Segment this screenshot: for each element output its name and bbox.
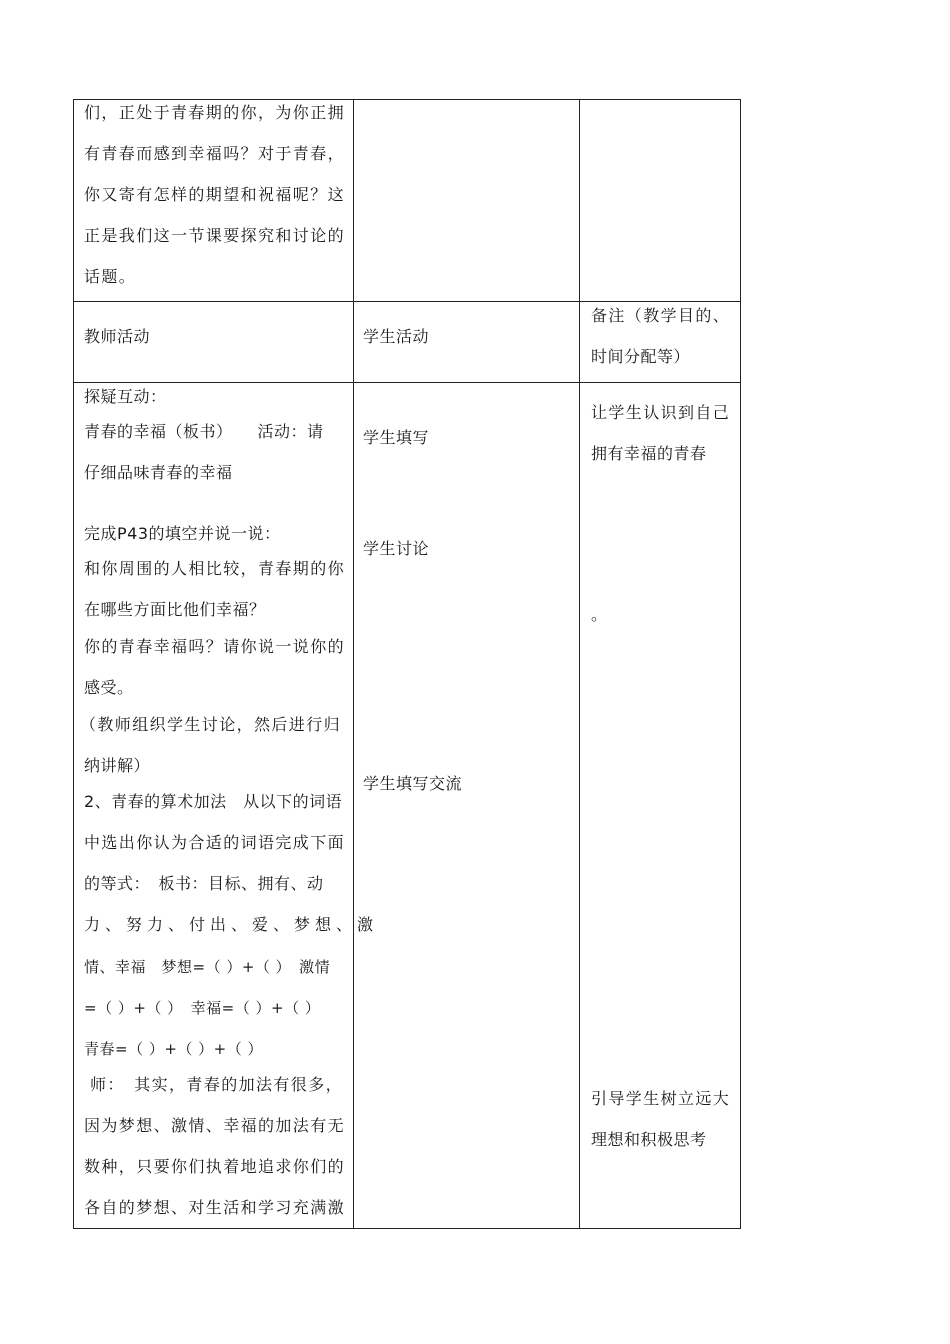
lesson-plan-table — [73, 99, 741, 1229]
note-goal: 让学生认识到自己 — [591, 403, 731, 422]
teacher-line: 完成P43的填空并说一说： — [84, 524, 281, 543]
teacher-line: 2、青春的算术加法 从以下的词语 — [84, 792, 343, 811]
teacher-line: 仔细品味青春的幸福 — [84, 463, 233, 482]
intro-line: 正是我们这一节课要探究和讨论的 — [84, 226, 346, 245]
teacher-line: 各自的梦想、对生活和学习充满激 — [84, 1198, 346, 1217]
teacher-line: 在哪些方面比他们幸福？ — [84, 600, 266, 619]
teacher-line: 的等式： 板书：目标、拥有、动 — [84, 874, 324, 893]
column-divider — [579, 100, 580, 1228]
student-activity-fill-exchange: 学生填写交流 — [363, 774, 463, 793]
header-notes: 时间分配等） — [591, 347, 691, 366]
column-divider — [353, 100, 354, 1228]
teacher-line: =（ ）+（ ） 幸福=（ ）+（ ） — [84, 999, 321, 1017]
student-activity-discuss: 学生讨论 — [363, 539, 430, 558]
teacher-line: 感受。 — [84, 678, 134, 697]
teacher-line: 情、幸福 梦想=（ ）+（ ） 激情 — [84, 958, 331, 976]
header-notes: 备注（教学目的、 — [591, 306, 731, 325]
teacher-line: 你的青春幸福吗？请你说一说你的 — [84, 637, 346, 656]
teacher-line: 纳讲解） — [84, 756, 151, 775]
teacher-line: 力、努力、付出、爱、梦想、激 — [84, 915, 379, 934]
teacher-line: 青春=（ ）+（ ）+（ ） — [84, 1040, 264, 1058]
row-divider — [74, 301, 740, 302]
note-dot: 。 — [591, 605, 608, 624]
teacher-line: 师： 其实，青春的加法有很多， — [90, 1075, 344, 1094]
teacher-line: 探疑互动： — [84, 387, 167, 406]
student-activity-fill: 学生填写 — [363, 428, 430, 447]
note-goal: 引导学生树立远大 — [591, 1089, 731, 1108]
intro-line: 你又寄有怎样的期望和祝福呢？这 — [84, 185, 346, 204]
teacher-line: 因为梦想、激情、幸福的加法有无 — [84, 1116, 346, 1135]
note-goal: 理想和积极思考 — [591, 1130, 707, 1149]
intro-line: 有青春而感到幸福吗？对于青春， — [84, 144, 346, 163]
intro-line: 们，正处于青春期的你，为你正拥 — [84, 103, 346, 122]
header-teacher-activity: 教师活动 — [84, 327, 151, 346]
row-divider — [74, 382, 740, 383]
intro-line: 话题。 — [84, 267, 137, 286]
note-goal: 拥有幸福的青春 — [591, 444, 707, 463]
teacher-line: （教师组织学生讨论，然后进行归 — [80, 715, 342, 734]
teacher-line: 和你周围的人相比较，青春期的你 — [84, 559, 346, 578]
header-student-activity: 学生活动 — [363, 327, 430, 346]
teacher-line: 中选出你认为合适的词语完成下面 — [84, 833, 346, 852]
teacher-line: 青春的幸福（板书） 活动：请 — [84, 422, 324, 441]
teacher-line: 数种，只要你们执着地追求你们的 — [84, 1157, 346, 1176]
